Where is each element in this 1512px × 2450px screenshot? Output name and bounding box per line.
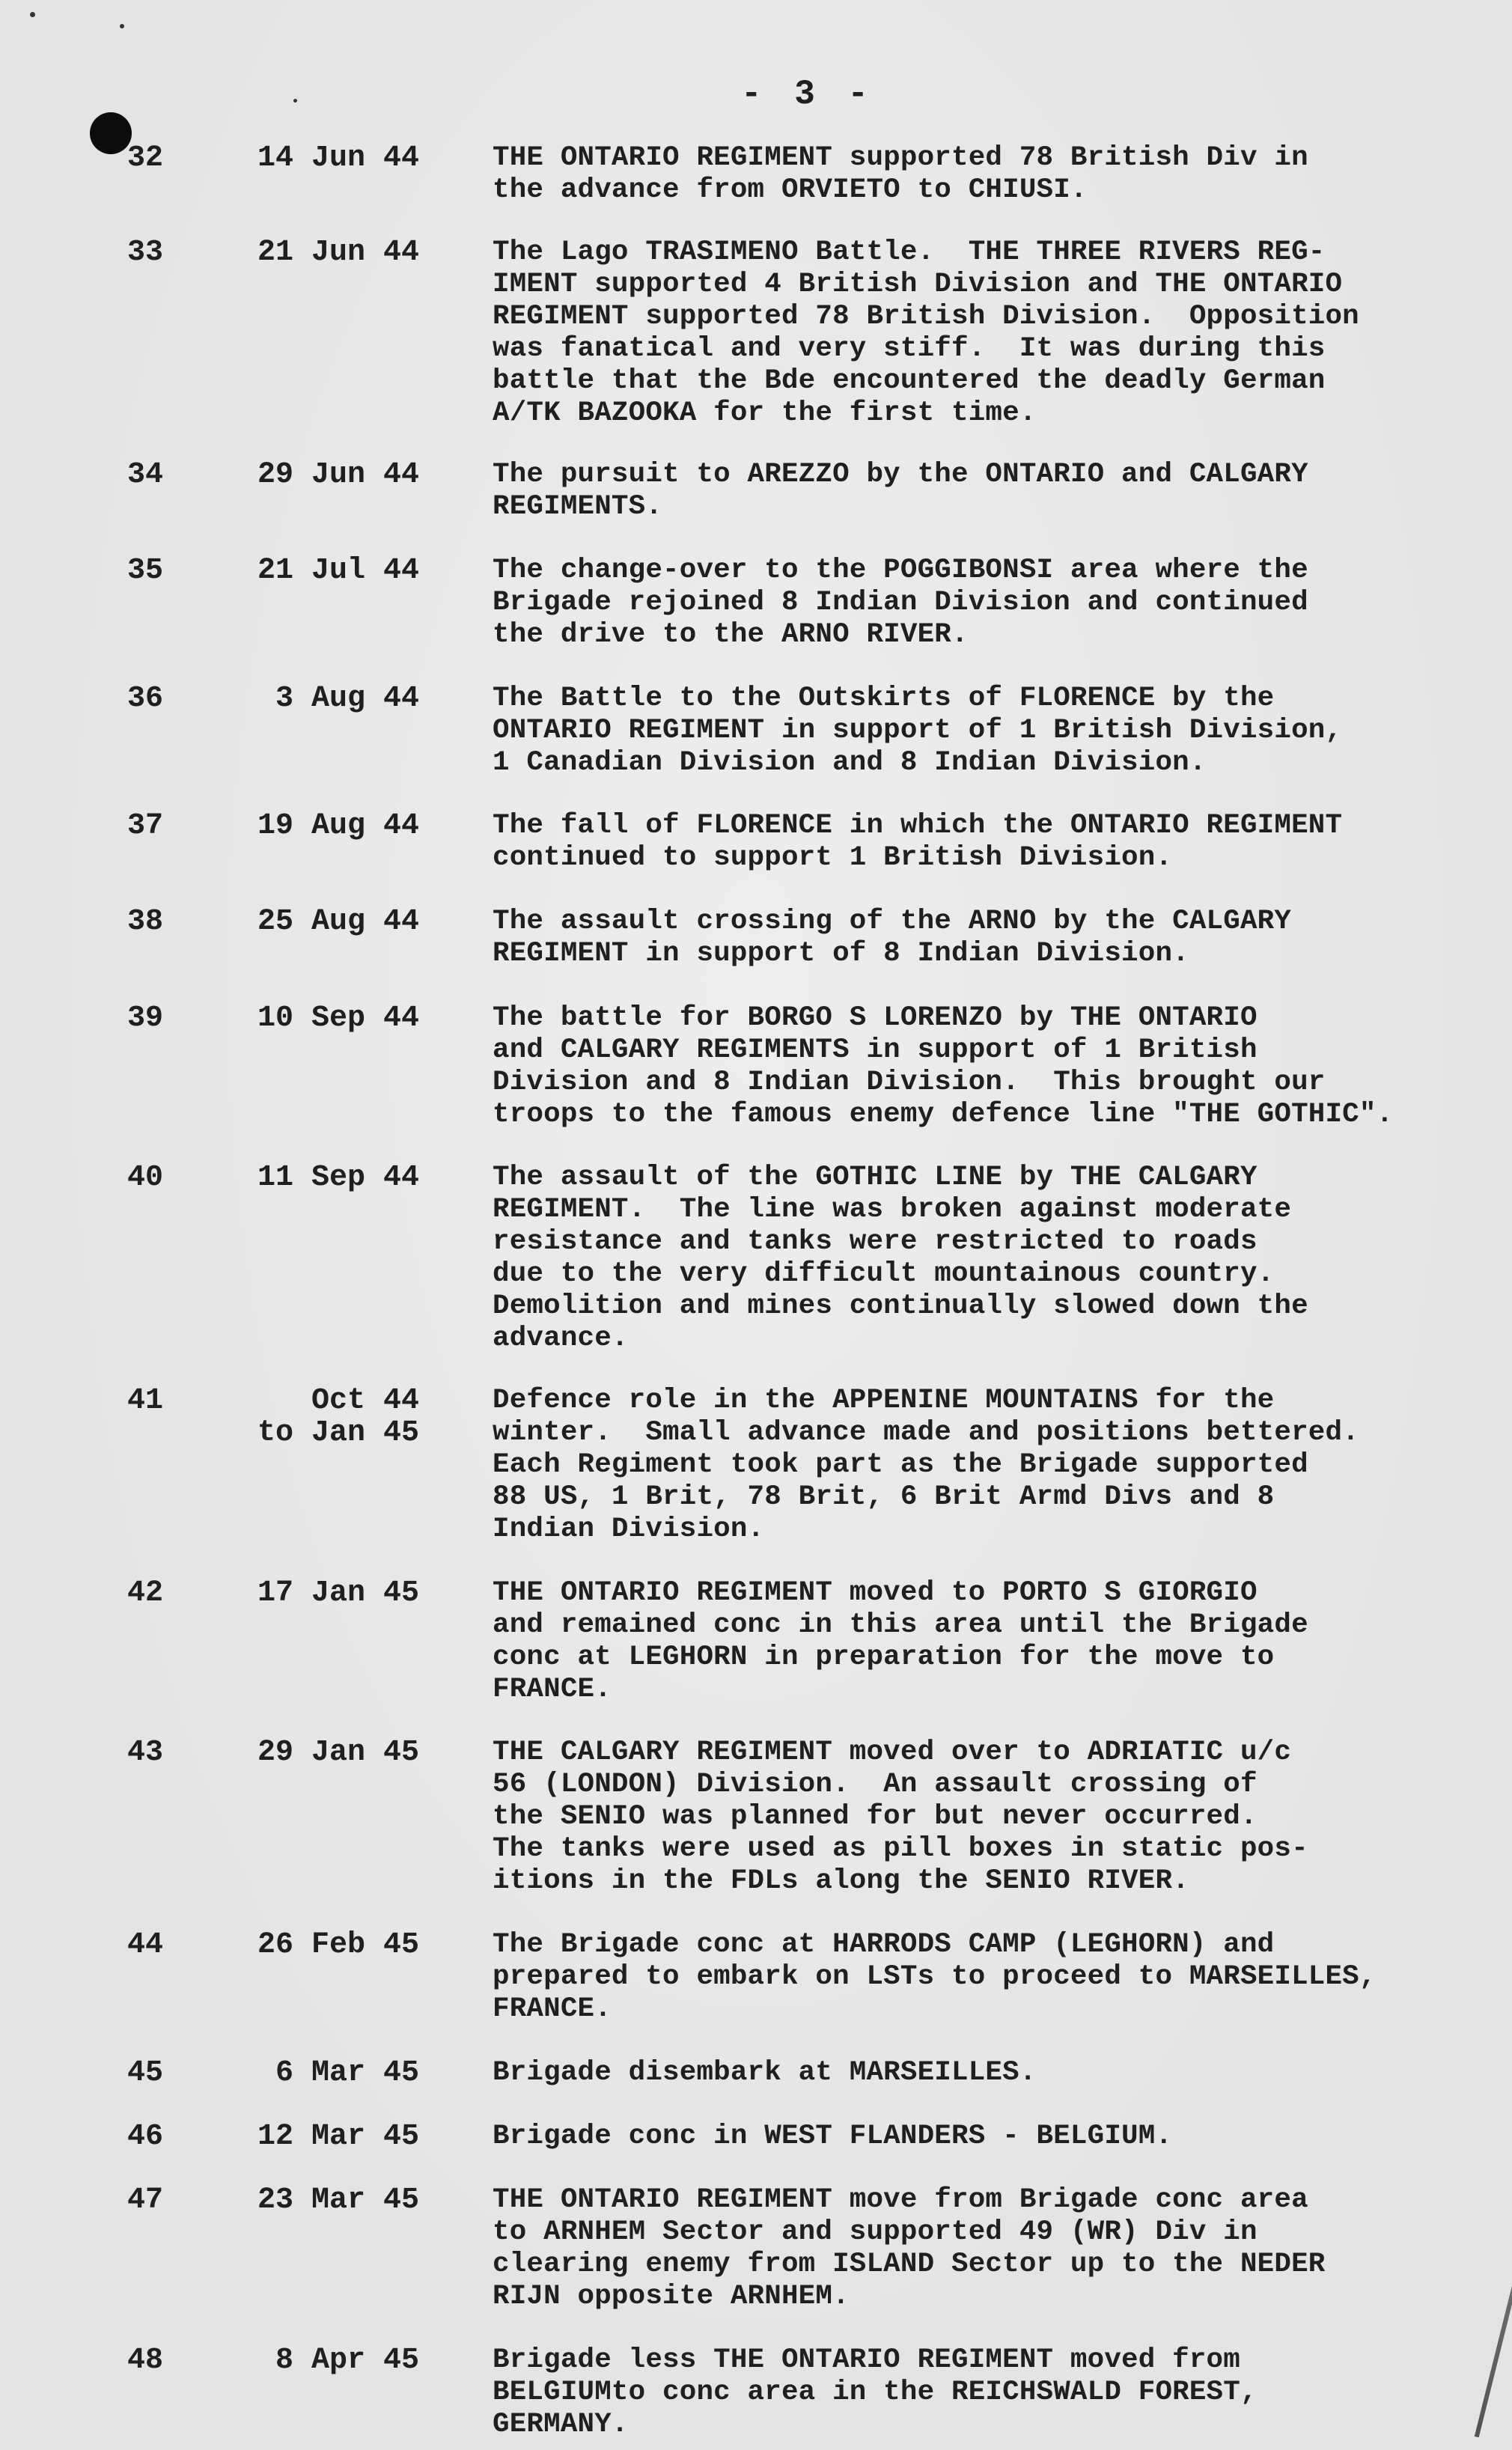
entry-date: 10 Sep 44 (257, 1002, 419, 1035)
entry-number: 39 (127, 1002, 164, 1035)
entry-description: THE ONTARIO REGIMENT supported 78 British Div in the advance from ORVIETO to CHIUSI. (493, 142, 1308, 206)
entry-number: 40 (127, 1161, 164, 1195)
entry-date: 17 Jan 45 (257, 1576, 419, 1610)
entry-number: 36 (127, 682, 164, 716)
entry-number: 32 (127, 141, 164, 175)
speck-mark (30, 12, 35, 17)
entry-description: The Battle to the Outskirts of FLORENCE by the ONTARIO REGIMENT in support of 1 British Division, 1 Canadian Division and 8 Indian Division. (493, 683, 1343, 778)
entry-date: 29 Jan 45 (257, 1736, 419, 1770)
entry-description: The assault crossing of the ARNO by the CALGARY REGIMENT in support of 8 Indian Division. (493, 906, 1292, 969)
entry-description: The battle for BORGO S LORENZO by THE ONTARIO and CALGARY REGIMENTS in support of 1 British Division and 8 Indian Division. This brought our troops to the famous enemy defence line "THE GOTHIC". (493, 1002, 1394, 1130)
entry-description: The fall of FLORENCE in which the ONTARIO REGIMENT continued to support 1 British Division. (493, 810, 1343, 874)
entry-number: 35 (127, 554, 164, 588)
entry-date: 19 Aug 44 (257, 809, 419, 843)
entry-number: 34 (127, 458, 164, 492)
entry-description: The change-over to the POGGIBONSI area where the Brigade rejoined 8 Indian Division and continued the drive to the ARNO RIVER. (493, 555, 1308, 650)
entry-date: 11 Sep 44 (257, 1161, 419, 1195)
entry-description: The Lago TRASIMENO Battle. THE THREE RIVERS REG- IMENT supported 4 British Division and THE ONTARIO REGIMENT supported 78 British Division. Opposition was fanatical and very stiff. It was during this battle that the Bde encountered the deadly German A/TK BAZOOKA for the first time. (493, 237, 1359, 429)
entry-description: The assault of the GOTHIC LINE by THE CALGARY REGIMENT. The line was broken against moderate resistance and tanks were restricted to roads due to the very difficult mountainous country. Demolition and mines continually slowed down the advance. (493, 1162, 1308, 1354)
entry-date: 25 Aug 44 (257, 905, 419, 939)
entry-number: 42 (127, 1576, 164, 1610)
entry-description: Brigade conc in WEST FLANDERS - BELGIUM. (493, 2121, 1173, 2152)
entry-number: 41 (127, 1384, 164, 1418)
entry-number: 48 (127, 2344, 164, 2377)
entry-date: 14 Jun 44 (257, 141, 419, 175)
entry-description: Brigade disembark at MARSEILLES. (493, 2057, 1037, 2088)
page-number: - 3 - (741, 75, 875, 114)
entry-number: 47 (127, 2184, 164, 2217)
entry-number: 43 (127, 1736, 164, 1770)
entry-date: 3 Aug 44 (275, 682, 419, 716)
entry-number: 33 (127, 236, 164, 269)
entry-date: 21 Jun 44 (257, 236, 419, 269)
entry-date: 12 Mar 45 (257, 2120, 419, 2154)
entry-number: 44 (127, 1928, 164, 1962)
entry-date: 8 Apr 45 (275, 2344, 419, 2377)
entry-date: 29 Jun 44 (257, 458, 419, 492)
entry-date: 23 Mar 45 (257, 2184, 419, 2217)
entry-number: 45 (127, 2056, 164, 2090)
entry-number: 46 (127, 2120, 164, 2154)
speck-mark (293, 99, 297, 103)
entry-description: THE ONTARIO REGIMENT moved to PORTO S GIORGIO and remained conc in this area until the Brigade conc at LEGHORN in preparation for the move to FRANCE. (493, 1577, 1308, 1705)
entry-description: Brigade less THE ONTARIO REGIMENT moved from BELGIUMto conc area in the REICHSWALD FOREST, GERMANY. (493, 2344, 1258, 2440)
entry-date: Oct 44 to Jan 45 (257, 1384, 419, 1450)
entry-description: THE ONTARIO REGIMENT move from Brigade conc area to ARNHEM Sector and supported 49 (WR) Div in clearing enemy from ISLAND Sector up to the NEDER RIJN opposite ARNHEM. (493, 2184, 1326, 2312)
entry-number: 37 (127, 809, 164, 843)
entry-description: THE CALGARY REGIMENT moved over to ADRIATIC u/c 56 (LONDON) Division. An assault crossing of the SENIO was planned for but never occurred. The tanks were used as pill boxes in static pos- itions in the FDLs along the SENIO RIVER. (493, 1737, 1308, 1897)
entry-date: 6 Mar 45 (275, 2056, 419, 2090)
entry-description: Defence role in the APPENINE MOUNTAINS for the winter. Small advance made and positions bettered. Each Regiment took part as the Brigade supported 88 US, 1 Brit, 78 Brit, 6 Brit Armd Divs and 8 Indian Division. (493, 1385, 1359, 1545)
entry-date: 26 Feb 45 (257, 1928, 419, 1962)
entry-date: 21 Jul 44 (257, 554, 419, 588)
entry-description: The pursuit to AREZZO by the ONTARIO and CALGARY REGIMENTS. (493, 459, 1308, 522)
entry-number: 38 (127, 905, 164, 939)
speck-mark (120, 24, 124, 28)
punch-hole-mark (90, 112, 132, 154)
entry-description: The Brigade conc at HARRODS CAMP (LEGHORN) and prepared to embark on LSTs to proceed to MARSEILLES, FRANCE. (493, 1929, 1377, 2025)
